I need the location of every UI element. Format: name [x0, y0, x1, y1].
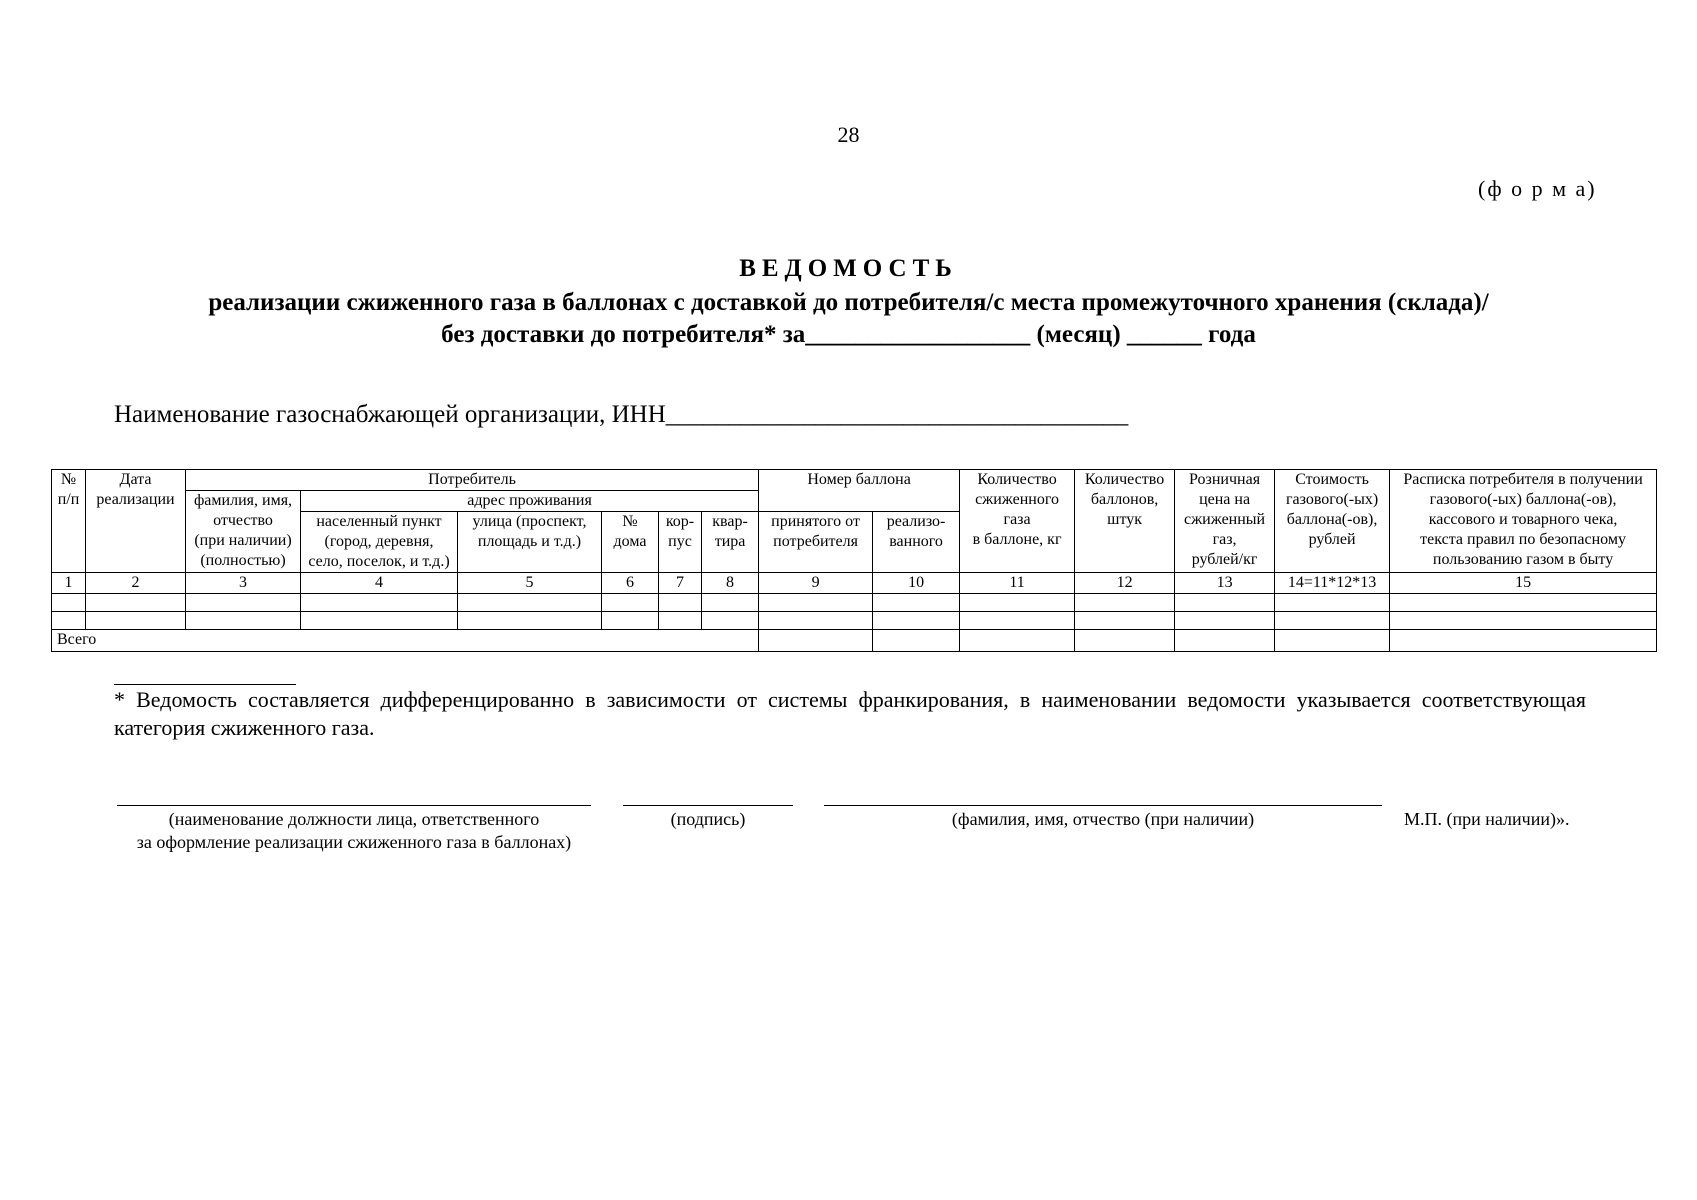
header-flat: квар- тира [702, 512, 759, 573]
total-label: Всего [52, 630, 759, 652]
form-label: (ф о р м а) [1478, 176, 1597, 201]
header-cylinder-count: Количество баллонов, штук [1075, 470, 1175, 573]
document-subtitle-line2: без доставки до потребителя* за__________________ (месяц) ______ года [441, 321, 1256, 348]
stamp-caption: М.П. (при наличии)». [1404, 809, 1570, 829]
header-house: № дома [602, 512, 659, 573]
column-number: 8 [702, 573, 759, 594]
table-row [52, 612, 1657, 630]
header-retail-price: Розничная цена на сжиженный газ, рублей/кг [1175, 470, 1275, 573]
header-street: улица (проспект, площадь и т.д.) [458, 512, 602, 573]
column-number: 1 [52, 573, 86, 594]
statement-table [51, 469, 1657, 652]
column-number: 15 [1390, 573, 1657, 594]
page-number: 28 [837, 122, 860, 147]
column-number: 9 [759, 573, 873, 594]
header-building: кор- пус [659, 512, 702, 573]
total-row [52, 630, 1657, 652]
table-row [52, 594, 1657, 612]
header-address: адрес проживания [301, 491, 759, 512]
document-title: ВЕДОМОСТЬ [739, 255, 958, 282]
column-number: 4 [301, 573, 458, 594]
position-caption: (наименование должности лица, ответственного за оформление реализации сжиженного газа в баллонах) [136, 809, 572, 852]
column-number: 12 [1075, 573, 1175, 594]
header-gas-quantity: Количество сжиженного газа в баллоне, кг [960, 470, 1075, 573]
signature-line [623, 805, 793, 806]
footnote-separator [114, 684, 296, 685]
header-sale-date: Дата реализации [86, 470, 186, 573]
header-cylinder-number: Номер баллона [759, 470, 960, 512]
full-name-caption: (фамилия, имя, отчество (при наличии) [951, 809, 1255, 829]
footnote: * Ведомость составляется дифференцированно в зависимости от системы франкирования, в наименовании ведомости указывается соответствующая категория сжиженного газа. [114, 687, 1586, 740]
header-full-name: фамилия, имя, отчество (при наличии) (полностью) [186, 491, 301, 573]
position-signature-line [117, 805, 591, 806]
header-sold-cylinder: реализо- ванного [873, 512, 960, 573]
header-cost: Стоимость газового(-ых) баллона(-ов), рублей [1275, 470, 1390, 573]
full-name-line [824, 805, 1382, 806]
header-consumer: Потребитель [186, 470, 759, 491]
organization-line: Наименование газоснабжающей организации, ИНН_____________________________________ [114, 401, 1129, 428]
column-number: 10 [873, 573, 960, 594]
header-settlement: населенный пункт (город, деревня, село, поселок, и т.д.) [301, 512, 458, 573]
column-number: 7 [659, 573, 702, 594]
signature-caption: (подпись) [670, 809, 746, 829]
column-numbers-row [52, 573, 1657, 594]
column-number: 3 [186, 573, 301, 594]
column-number: 5 [458, 573, 602, 594]
header-row-number: № п/п [52, 470, 86, 573]
column-number: 2 [86, 573, 186, 594]
column-number: 11 [960, 573, 1075, 594]
header-consumer-receipt: Расписка потребителя в получении газового(-ых) баллона(-ов), кассового и товарного чека, текста правил по безопасному пользованию газом в быту [1390, 470, 1657, 573]
header-received-cylinder: принятого от потребителя [759, 512, 873, 573]
column-number: 6 [602, 573, 659, 594]
document-subtitle-line1: реализации сжиженного газа в баллонах с доставкой до потребителя/с места промежуточного хранения (склада)/ [208, 289, 1489, 316]
column-number: 14=11*12*13 [1275, 573, 1390, 594]
column-number: 13 [1175, 573, 1275, 594]
